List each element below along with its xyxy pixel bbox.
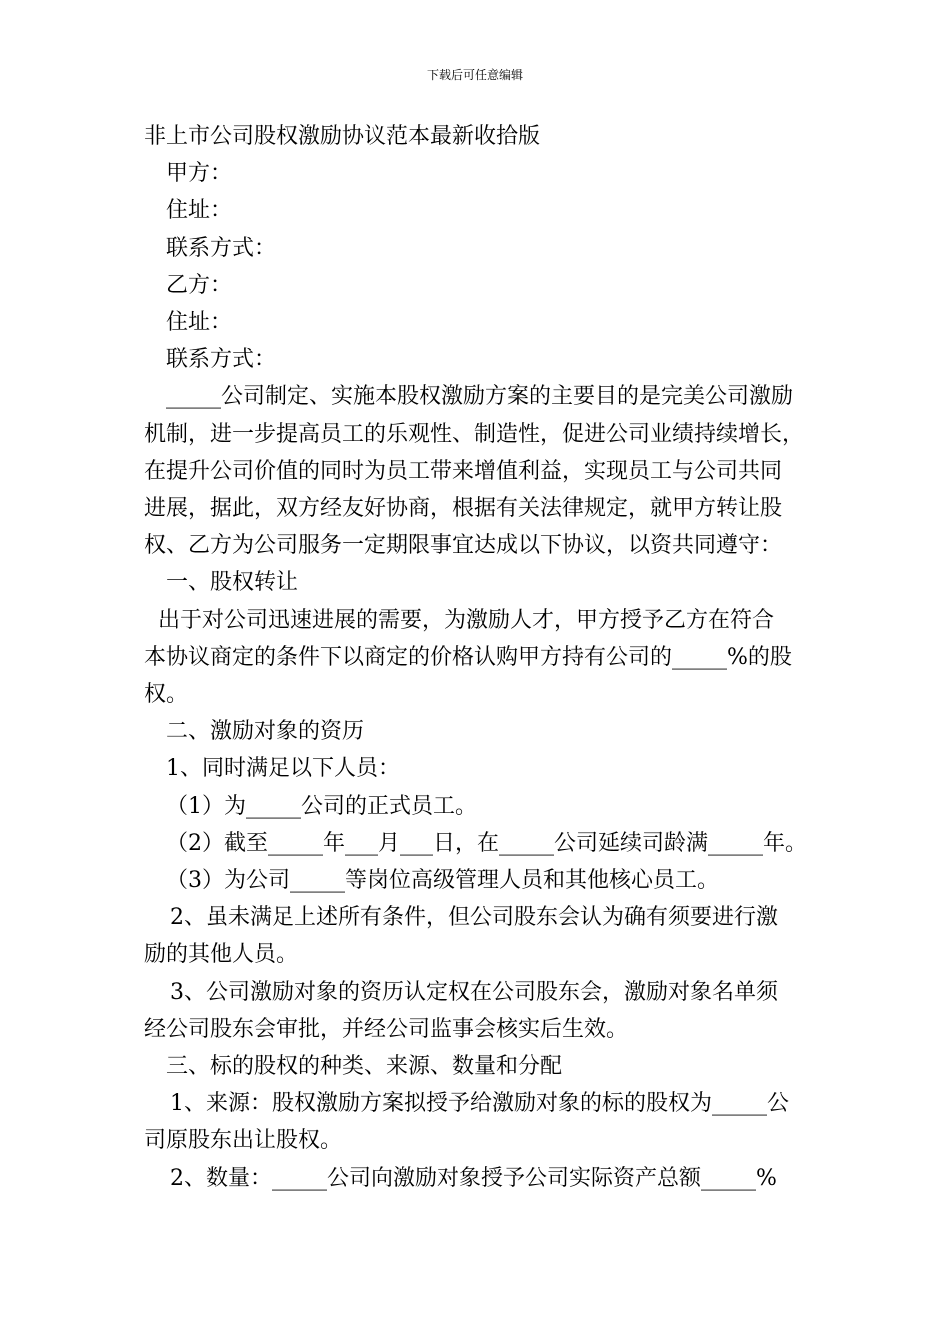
document-line: 住址： — [166, 310, 233, 336]
document-line: _____公司制定、实施本股权激励方案的主要目的是完美公司激励 — [166, 384, 794, 410]
document-line: 机制，进一步提高员工的乐观性、制造性，促进公司业绩持续增长， — [144, 421, 805, 447]
document-line: 在提升公司价值的同时为员工带来增值利益，实现员工与公司共同 — [144, 458, 783, 484]
document-line: 进展，据此，双方经友好协商，根据有关法律规定，就甲方转让股 — [144, 496, 783, 522]
document-line: 出于对公司迅速进展的需要，为激励人才，甲方授予乙方在符合 — [158, 607, 775, 633]
document-title: 非上市公司股权激励协议范本最新收拾版 — [144, 124, 541, 149]
document-line: 本协议商定的条件下以商定的价格认购甲方持有公司的_____%的股 — [144, 644, 792, 670]
document-line: 1、来源：股权激励方案拟授予给激励对象的标的股权为_____公 — [170, 1091, 789, 1117]
document-line: 乙方： — [166, 272, 233, 298]
document-line: 励的其他人员。 — [144, 942, 299, 968]
document-line: 2、数量：_____公司向激励对象授予公司实际资产总额_____% — [170, 1165, 777, 1191]
document-line: 权、乙方为公司服务一定期限事宜达成以下协议，以资共同遵守： — [144, 533, 783, 559]
document-lines — [144, 155, 824, 1197]
document-line: 联系方式： — [166, 235, 277, 261]
document-line: 1、同时满足以下人员： — [166, 756, 400, 782]
document-line: 联系方式： — [166, 347, 277, 373]
page-header: 下载后可任意编辑 — [426, 68, 523, 82]
document-line: 一、股权转让 — [166, 570, 299, 596]
document-line: 住址： — [166, 198, 233, 224]
document-line: （1）为_____公司的正式员工。 — [166, 793, 477, 819]
document-line: 3、公司激励对象的资历认定权在公司股东会，激励对象名单须 — [170, 979, 778, 1005]
document-line: 权。 — [144, 682, 189, 708]
document-line: 甲方： — [166, 161, 233, 187]
document-line: 二、激励对象的资历 — [166, 719, 365, 745]
document-line: （2）截至_____年___月___日，在_____公司延续司龄满_____年。 — [166, 830, 807, 856]
document-line: 经公司股东会审批，并经公司监事会核实后生效。 — [144, 1016, 629, 1042]
document-body — [144, 118, 824, 1197]
document-line: 司原股东出让股权。 — [144, 1128, 343, 1154]
document-line: 2、虽未满足上述所有条件，但公司股东会认为确有须要进行激 — [170, 905, 778, 931]
document-line: 三、标的股权的种类、来源、数量和分配 — [166, 1054, 563, 1080]
document-line: （3）为公司_____等岗位高级管理人员和其他核心员工。 — [166, 868, 719, 894]
